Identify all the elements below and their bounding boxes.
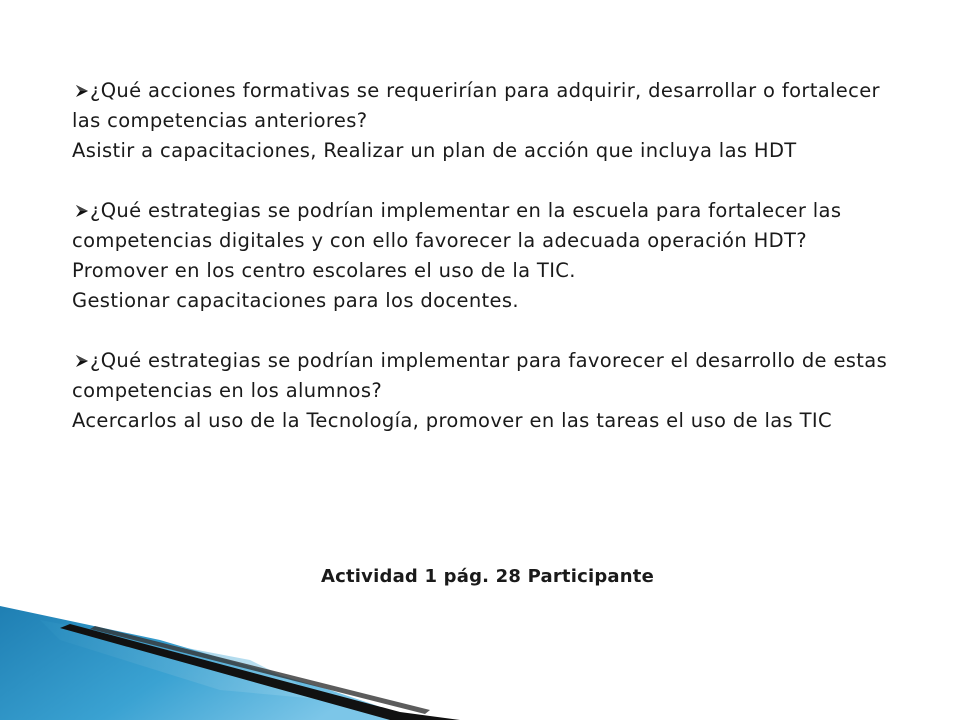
answer-text: Asistir a capacitaciones, Realizar un plan de acción que incluya las HDT — [72, 139, 797, 162]
question-text: ¿Qué estrategias se podrían implementar para favorecer el desarrollo de estas competencias en los alumnos? — [72, 349, 888, 402]
question-item — [72, 346, 892, 406]
arrow-bullet-icon — [75, 197, 89, 211]
qa-block — [72, 346, 892, 436]
arrow-bullet-icon — [75, 77, 89, 91]
arrow-bullet-icon — [75, 347, 89, 361]
content-area — [72, 76, 892, 466]
question-text: ¿Qué acciones formativas se requerirían para adquirir, desarrollar o fortalecer las competencias anteriores? — [72, 79, 880, 132]
question-text: ¿Qué estrategias se podrían implementar en la escuela para fortalecer las competencias digitales y con ello favorecer la adecuada operación HDT? — [72, 199, 842, 252]
qa-block — [72, 196, 892, 316]
footer-caption: Actividad 1 pág. 28 Participante — [321, 566, 654, 587]
answer-text: Gestionar capacitaciones para los docentes. — [72, 289, 519, 312]
question-item — [72, 196, 892, 256]
answer-text: Acercarlos al uso de la Tecnología, promover en las tareas el uso de las TIC — [72, 409, 832, 432]
answer-text: Promover en los centro escolares el uso de la TIC. — [72, 259, 576, 282]
qa-block — [72, 76, 892, 166]
question-item — [72, 76, 892, 136]
